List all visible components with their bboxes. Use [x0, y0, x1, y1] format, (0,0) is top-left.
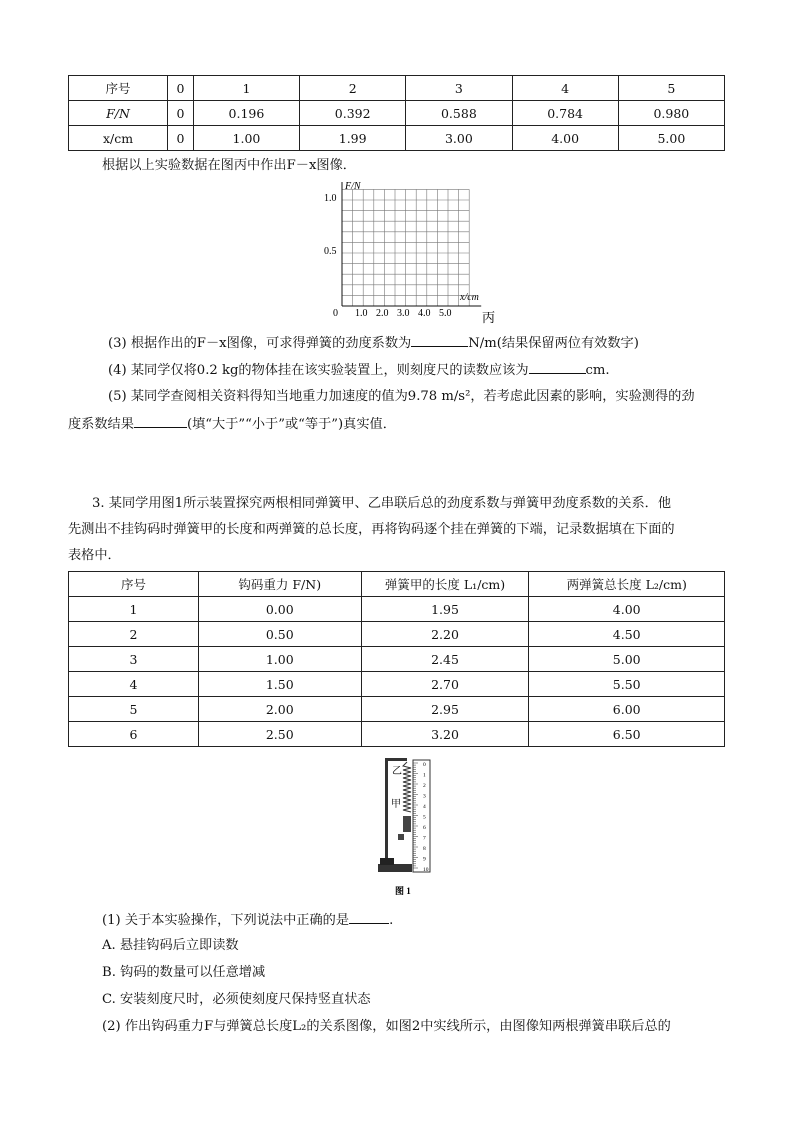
option-c[interactable]: C. 安装刻度尺时，必须使刻度尺保持竖直状态 [102, 992, 371, 1007]
xtick-2: 2.0 [376, 308, 389, 319]
table1-cell: 1.99 [300, 126, 406, 151]
ruler-mark: 10 [423, 867, 429, 873]
table1-row-label: 序号 [69, 76, 168, 101]
table1-cell: 0.392 [300, 101, 406, 126]
table1-cell: 3.00 [406, 126, 512, 151]
table2-cell: 6.50 [529, 722, 725, 747]
label-yi: 乙 [392, 766, 402, 777]
table2-row [69, 622, 725, 647]
table1-cell: 0 [168, 76, 194, 101]
table2-cell: 1.00 [198, 647, 361, 672]
q3-line3: 表格中． [68, 548, 121, 563]
q2-4: (4) 某同学仅将0.2 kg的物体挂在该实验装置上，则刻度尺的读数应该为 cm. [108, 360, 610, 381]
table1-cell: 0.784 [512, 101, 618, 126]
label-jia: 甲 [391, 799, 401, 810]
table1-row-label: x/cm [69, 126, 168, 151]
ruler-mark: 1 [423, 772, 426, 779]
xtick-5: 5.0 [439, 308, 452, 319]
table2-header: 钩码重力 F/N) [198, 572, 361, 597]
table2-cell: 2.20 [361, 622, 529, 647]
option-a[interactable]: A. 悬挂钩码后立即读数 [102, 938, 239, 953]
table2-header: 序号 [69, 572, 199, 597]
option-b[interactable]: B. 钩码的数量可以任意增减 [102, 965, 266, 980]
q3-1: (1) 关于本实验操作，下列说法中正确的是 . [102, 910, 393, 931]
table2-cell: 5.50 [529, 672, 725, 697]
graph-origin: 0 [333, 308, 338, 319]
q2-5-line1: (5) 某同学查阅相关资料得知当地重力加速度的值为9.78 m/s²，若考虑此因素的影响，实验测得的劲 [108, 389, 695, 404]
q3-line1: 3. 某同学用图1所示装置探究两根相同弹簧甲、乙串联后总的劲度系数与弹簧甲劲度系数的关系．他 [92, 496, 672, 511]
table1-cell: 0.980 [618, 101, 724, 126]
ruler-mark: 3 [423, 793, 426, 800]
answer-blank-reading[interactable] [529, 360, 586, 374]
ruler-mark: 2 [423, 783, 426, 789]
ruler-mark: 5 [423, 814, 426, 821]
table2-cell: 4 [69, 672, 199, 697]
table2-cell: 2.45 [361, 647, 529, 672]
data-table-2 [68, 571, 725, 747]
answer-blank-k[interactable] [411, 333, 468, 347]
ruler-mark: 0 [423, 762, 426, 768]
table2-cell: 2.70 [361, 672, 529, 697]
table2-cell: 1.50 [198, 672, 361, 697]
table2-cell: 5 [69, 697, 199, 722]
table1-cell: 4 [512, 76, 618, 101]
table2-row [69, 722, 725, 747]
table2-cell: 6 [69, 722, 199, 747]
graph-ylabel: F/N [345, 181, 361, 192]
table1-cell: 1.00 [193, 126, 299, 151]
table1-cell: 2 [300, 76, 406, 101]
table2-cell: 0.00 [198, 597, 361, 622]
table1-row-label: F/N [69, 101, 168, 126]
table2-row [69, 647, 725, 672]
table2-row [69, 672, 725, 697]
q3-line2: 先测出不挂钩码时弹簧甲的长度和两弹簧的总长度，再将钩码逐个挂在弹簧的下端，记录数据填在下面的 [68, 522, 675, 537]
q2-3: (3) 根据作出的F－x图像，可求得弹簧的劲度系数为 N/m(结果保留两位有效数字) [108, 333, 639, 354]
ruler-mark: 9 [423, 856, 426, 863]
table2-row [69, 697, 725, 722]
q2-intro: 根据以上实验数据在图丙中作出F－x图像． [102, 158, 356, 173]
table2-cell: 6.00 [529, 697, 725, 722]
table2-cell: 0.50 [198, 622, 361, 647]
ruler-mark: 4 [423, 804, 426, 810]
q2-5-line2: 度系数结果 (填“大于”“小于”或“等于”)真实值． [68, 414, 396, 435]
table2-cell: 3 [69, 647, 199, 672]
table2-cell: 3.20 [361, 722, 529, 747]
answer-blank-compare[interactable] [134, 414, 187, 428]
table2-header: 两弹簧总长度 L₂/cm) [529, 572, 725, 597]
xtick-4: 4.0 [418, 308, 431, 319]
table2-cell: 5.00 [529, 647, 725, 672]
ruler-mark: 6 [423, 825, 426, 831]
table2-cell: 4.50 [529, 622, 725, 647]
table1-cell: 1 [193, 76, 299, 101]
table1-cell: 5 [618, 76, 724, 101]
table1-cell: 3 [406, 76, 512, 101]
table2-cell: 2 [69, 622, 199, 647]
figure-1-apparatus [376, 754, 438, 898]
table1-cell: 0.196 [193, 101, 299, 126]
ytick-1: 1.0 [324, 193, 337, 204]
table1-cell: 0.588 [406, 101, 512, 126]
ytick-0.5: 0.5 [324, 246, 337, 257]
figure-1-caption: 图 1 [395, 886, 411, 896]
data-table-1 [68, 75, 725, 151]
answer-blank-q3-1[interactable] [349, 910, 389, 924]
table2-header: 弹簧甲的长度 L₁/cm) [361, 572, 529, 597]
graph-caption: 丙 [482, 310, 496, 325]
graph-xlabel: x/cm [460, 292, 479, 303]
table1-cell: 4.00 [512, 126, 618, 151]
table1-cell: 0 [168, 101, 194, 126]
table1-cell: 5.00 [618, 126, 724, 151]
table1-cell: 0 [168, 126, 194, 151]
graph-bing [318, 176, 508, 326]
table2-cell: 1 [69, 597, 199, 622]
xtick-1: 1.0 [355, 308, 368, 319]
table2-cell: 2.00 [198, 697, 361, 722]
ruler-mark: 8 [423, 846, 426, 852]
table1-row [69, 101, 725, 126]
table2-row [69, 597, 725, 622]
table1-row [69, 76, 725, 101]
table2-cell: 4.00 [529, 597, 725, 622]
table1-row [69, 126, 725, 151]
q3-2: (2) 作出钩码重力F与弹簧总长度L₂的关系图像，如图2中实线所示，由图像知两根弹簧串联后总的 [102, 1019, 671, 1034]
table2-cell: 2.95 [361, 697, 529, 722]
xtick-3: 3.0 [397, 308, 410, 319]
table2-cell: 1.95 [361, 597, 529, 622]
table2-cell: 2.50 [198, 722, 361, 747]
ruler-mark: 7 [423, 835, 426, 842]
